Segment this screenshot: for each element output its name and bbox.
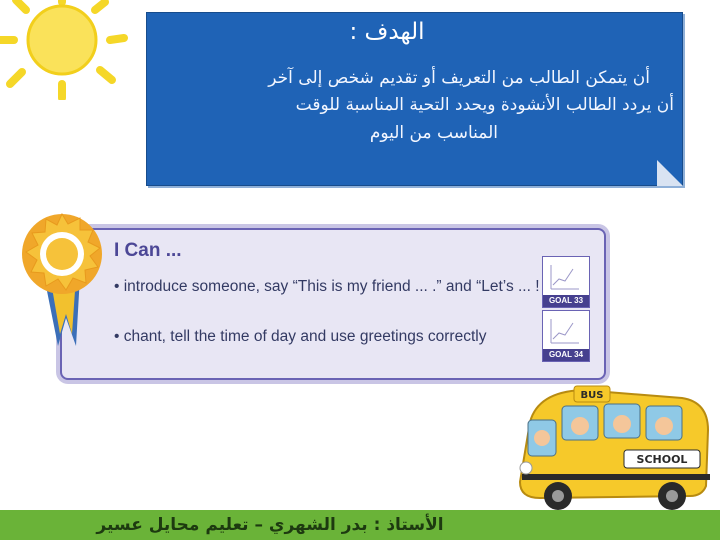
i-can-bullet-2: • chant, tell the time of day and use greetings correctly <box>114 328 487 345</box>
goal-card <box>146 12 683 186</box>
goal-34-box <box>542 310 590 362</box>
goal-line-3: المناسب من اليوم <box>369 123 498 143</box>
goal-line-2: أن يردد الطالب الأنشودة ويحدد التحية المناسبة للوقت <box>295 95 674 115</box>
checklist-icon <box>543 257 589 295</box>
page-fold <box>657 160 683 186</box>
goal-33-label: GOAL 33 <box>543 295 589 307</box>
goal-title: الهدف : <box>349 19 425 45</box>
sun-decoration <box>0 0 130 100</box>
goal-line-1: أن يتمكن الطالب من التعريف أو تقديم شخص إلى آخر <box>268 68 650 88</box>
checklist-icon <box>543 311 589 349</box>
footer-credit: الأستاذ : بدر الشهري – تعليم محايل عسير <box>96 515 444 535</box>
award-rosette-icon <box>14 206 109 356</box>
bus-school-label: SCHOOL <box>636 453 688 466</box>
i-can-title: I Can ... <box>114 240 182 261</box>
i-can-bullet-1: • introduce someone, say “This is my friend ... .” and “Let’s ... ! <box>114 278 540 295</box>
goal-33-box <box>542 256 590 308</box>
goal-34-label: GOAL 34 <box>543 349 589 361</box>
school-bus-icon <box>512 382 712 510</box>
i-can-box <box>60 228 606 380</box>
bus-sign: BUS <box>580 390 604 401</box>
